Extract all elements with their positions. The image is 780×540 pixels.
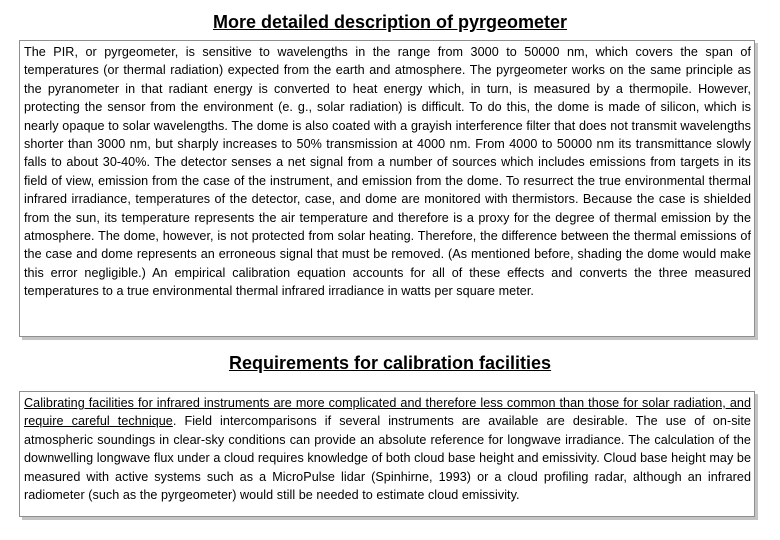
- calibration-requirements-box: [19, 391, 755, 517]
- calibration-requirements-text: [24, 394, 751, 504]
- calibration-underlined-sentence: Calibrating facilities for infrared instruments are more complicated and therefore less common than those for solar radiation, and require careful technique: [24, 396, 751, 429]
- calibration-requirements-rest: . Field intercomparisons if several instruments are available are desirable. The use of on-site atmospheric soundings in clear-sky conditions can provide an absolute reference for longwave irradiance. The calculation of the downwelling longwave flux under a cloud requires knowledge of both cloud base height and emissivity. Cloud base height may be measured with active systems such as a MicroPulse lidar (Spinhirne, 1993) or a cloud profiling radar, although an infrared radiometer (such as the pyrgeometer) would still be needed to estimate cloud emissivity.: [24, 414, 751, 503]
- section-heading-pyrgeometer: More detailed description of pyrgeometer: [212, 12, 568, 32]
- pyrgeometer-description-text: The PIR, or pyrgeometer, is sensitive to wavelengths in the range from 3000 to 50000 nm, which covers the span of temperatures (or thermal radiation) expected from the earth and atmosphere. The pyrgeometer works on the same principle as the pyranometer in that radiant energy is converted to heat energy which, in turn, is measured by a thermopile. However, protecting the sensor from the environment (e. g., solar radiation) is difficult. To do this, the dome is made of silicon, which is nearly opaque to solar wavelengths. The dome is also coated with a grayish interference filter that does not transmit wavelengths shorter than 3000 nm, but sharply increases to 50% transmission at 4000 nm. From 4000 to 50000 nm its transmittance slowly falls to about 30-40%. The detector senses a net signal from a number of sources which includes emissions from targets in its field of view, emission from the case of the instrument, and emission from the dome. To resurrect the true environmental thermal infrared irradiance, temperatures of the detector, case, and dome are monitored with thermistors. Because the case is shielded from the sun, its temperature represents the air temperature and therefore is a proxy for the degree of thermal emission by the atmosphere. The dome, however, is not protected from solar heating. Therefore, the difference between the thermal emissions of the case and dome represents an erroneous signal that must be removed. (As mentioned before, shading the dome would make this error negligible.) An empirical calibration equation accounts for all of these effects and converts the three measured temperatures to a true environmental thermal infrared irradiance in watts per square meter.: [24, 45, 751, 299]
- section-heading-calibration: Requirements for calibration facilities: [228, 353, 552, 373]
- pyrgeometer-description-box: [19, 40, 755, 337]
